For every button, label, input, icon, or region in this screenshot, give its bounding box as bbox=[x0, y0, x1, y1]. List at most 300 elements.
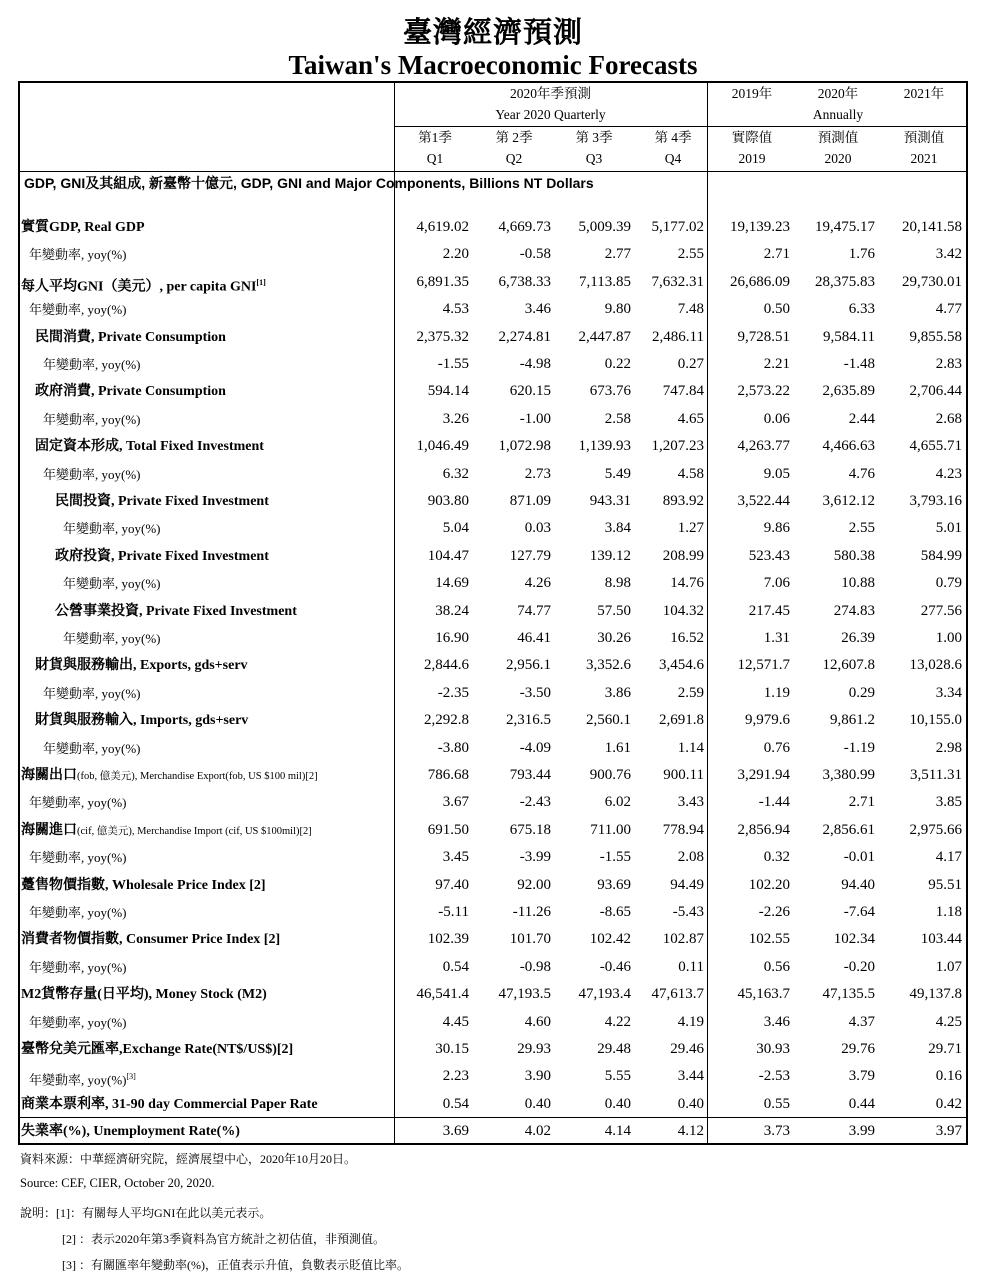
table-cell: 102.39 bbox=[427, 931, 469, 948]
table-cell: 2.71 bbox=[763, 246, 790, 263]
table-row bbox=[18, 926, 968, 953]
table-cell: -0.46 bbox=[599, 958, 631, 975]
row-label-text: 實質GDP, Real GDP bbox=[21, 220, 145, 235]
table-cell: 2,292.8 bbox=[424, 712, 469, 729]
table-cell: 4.76 bbox=[848, 465, 875, 482]
table-cell: -0.58 bbox=[519, 246, 551, 263]
header-2021-zh: 2021年 bbox=[903, 86, 945, 101]
table-cell: 0.54 bbox=[442, 958, 469, 975]
table-cell: 104.47 bbox=[427, 547, 469, 564]
table-cell: 29.76 bbox=[841, 1041, 875, 1057]
table-cell: -1.48 bbox=[843, 356, 875, 372]
table-cell: 4,655.71 bbox=[909, 438, 962, 455]
table-cell: 274.83 bbox=[833, 602, 875, 619]
table-cell: 6.02 bbox=[604, 794, 631, 811]
table-cell: 3.90 bbox=[524, 1068, 551, 1085]
row-label-text: 年變動率, yoy(%) bbox=[43, 411, 141, 427]
table-cell: 9,979.6 bbox=[745, 712, 790, 729]
table-cell: 102.42 bbox=[589, 931, 631, 948]
table-cell: 94.40 bbox=[841, 876, 875, 893]
table-cell: 0.40 bbox=[604, 1095, 631, 1112]
table-cell: 19,139.23 bbox=[730, 219, 790, 235]
table-cell: 26,686.09 bbox=[730, 273, 790, 290]
table-row bbox=[18, 1091, 968, 1118]
table-cell: -1.55 bbox=[437, 356, 469, 372]
row-label bbox=[29, 899, 127, 926]
table-cell: 4,669.73 bbox=[498, 219, 551, 235]
table-cell: 103.44 bbox=[920, 931, 962, 948]
table-cell: 1.07 bbox=[935, 958, 962, 975]
table-row bbox=[18, 981, 968, 1008]
column-header-5-en: 2019 bbox=[738, 151, 766, 166]
footer-note-1: 說明：[1]：有關每人平均GNI在此以美元表示。 bbox=[20, 1206, 272, 1220]
row-label bbox=[43, 735, 141, 762]
table-cell: 2,706.44 bbox=[909, 383, 962, 400]
table-row bbox=[18, 844, 968, 871]
column-header-7-zh: 預測值 bbox=[903, 130, 945, 145]
table-cell: 2.71 bbox=[848, 794, 875, 811]
table-cell: 3,522.44 bbox=[737, 493, 790, 509]
table-cell: 594.14 bbox=[427, 383, 469, 400]
table-cell: 673.76 bbox=[589, 383, 631, 400]
table-cell: 1,072.98 bbox=[498, 438, 551, 455]
table-cell: 2.77 bbox=[604, 246, 631, 263]
table-cell: 1.14 bbox=[677, 739, 704, 756]
table-cell: 3.84 bbox=[604, 520, 631, 537]
table-cell: 4.26 bbox=[524, 575, 551, 592]
column-header-3-zh: 第 3季 bbox=[575, 130, 613, 145]
row-label bbox=[29, 789, 127, 816]
table-row bbox=[18, 406, 968, 433]
table-row bbox=[18, 296, 968, 323]
table-cell: 3,454.6 bbox=[659, 657, 704, 674]
table-cell: 0.79 bbox=[935, 575, 962, 592]
table-row bbox=[18, 1118, 968, 1145]
table-cell: 7.48 bbox=[677, 301, 704, 318]
table-cell: 127.79 bbox=[509, 547, 551, 564]
table-row bbox=[18, 269, 968, 296]
table-cell: 30.26 bbox=[597, 630, 631, 646]
table-cell: -7.64 bbox=[843, 904, 875, 920]
page-title-zh: 臺灣經濟預測 bbox=[402, 17, 583, 49]
table-cell: 943.31 bbox=[589, 493, 631, 509]
table-cell: 4.37 bbox=[848, 1013, 875, 1030]
table-row bbox=[18, 598, 968, 625]
table-cell: 9.86 bbox=[763, 520, 790, 537]
table-cell: 711.00 bbox=[590, 821, 631, 838]
table-cell: 2.73 bbox=[524, 465, 551, 482]
table-cell: 778.94 bbox=[662, 821, 704, 838]
table-cell: 3.67 bbox=[442, 794, 469, 811]
row-label-text: 財貨與服務輸入, Imports, gds+serv bbox=[35, 713, 249, 729]
table-cell: 3,511.31 bbox=[910, 767, 962, 783]
table-cell: 4,466.63 bbox=[822, 438, 875, 455]
table-cell: 0.56 bbox=[763, 958, 790, 975]
table-cell: 4,263.77 bbox=[737, 438, 790, 455]
table-cell: 101.70 bbox=[509, 931, 551, 948]
table-row bbox=[18, 817, 968, 844]
table-cell: 2.55 bbox=[848, 520, 875, 537]
table-cell: 7,113.85 bbox=[579, 273, 631, 290]
table-cell: 786.68 bbox=[427, 767, 469, 783]
table-cell: -0.20 bbox=[843, 958, 875, 975]
row-label-text: 年變動率, yoy(%) bbox=[29, 795, 127, 811]
row-label-text: 年變動率, yoy(%) bbox=[43, 740, 141, 756]
table-cell: 5.55 bbox=[604, 1068, 631, 1085]
table-cell: 2.44 bbox=[848, 410, 875, 427]
table-cell: 2.21 bbox=[763, 356, 790, 372]
table-cell: 3,352.6 bbox=[586, 657, 631, 674]
table-cell: 277.56 bbox=[920, 602, 962, 619]
table-cell: 2,856.61 bbox=[822, 821, 875, 838]
row-label bbox=[55, 488, 269, 515]
row-label-text: 固定資本形成, Total Fixed Investment bbox=[35, 439, 264, 455]
table-cell: 871.09 bbox=[509, 493, 551, 509]
table-cell: 46.41 bbox=[517, 630, 551, 646]
table-cell: 3.42 bbox=[935, 246, 962, 263]
table-cell: 2.83 bbox=[935, 356, 962, 372]
column-header-2-en: Q2 bbox=[505, 151, 523, 166]
table-cell: 0.40 bbox=[677, 1095, 704, 1112]
table-cell: 3,612.12 bbox=[822, 493, 875, 509]
table-cell: 0.11 bbox=[678, 958, 704, 975]
table-cell: 49,137.8 bbox=[909, 986, 962, 1003]
table-cell: 47,193.5 bbox=[498, 986, 551, 1003]
table-cell: -2.26 bbox=[758, 904, 790, 920]
table-cell: 4.02 bbox=[524, 1123, 551, 1140]
table-cell: 2.58 bbox=[604, 410, 631, 427]
table-cell: 8.98 bbox=[604, 575, 631, 592]
table-cell: 4.19 bbox=[677, 1013, 704, 1030]
table-cell: 580.38 bbox=[833, 547, 875, 564]
table-cell: 3,380.99 bbox=[822, 767, 875, 783]
table-row bbox=[18, 899, 968, 926]
table-cell: 3,793.16 bbox=[909, 493, 962, 509]
table-cell: 1.18 bbox=[935, 904, 962, 920]
table-cell: -5.43 bbox=[672, 904, 704, 920]
table-cell: 30.93 bbox=[756, 1041, 790, 1057]
table-cell: 4.53 bbox=[442, 301, 469, 318]
table-cell: 0.40 bbox=[524, 1095, 551, 1112]
row-label-footnote: [3] bbox=[126, 1072, 136, 1082]
table-cell: 2,274.81 bbox=[498, 328, 551, 345]
table-cell: -5.11 bbox=[438, 904, 469, 920]
table-cell: 3.97 bbox=[935, 1123, 962, 1140]
table-row bbox=[18, 324, 968, 351]
table-cell: 10,155.0 bbox=[909, 712, 962, 729]
table-cell: 139.12 bbox=[589, 547, 631, 564]
table-cell: 4.22 bbox=[604, 1013, 631, 1030]
table-cell: 2.08 bbox=[677, 849, 704, 866]
row-label bbox=[55, 598, 297, 625]
row-label-text: 財貨與服務輸出, Exports, gds+serv bbox=[35, 658, 248, 674]
table-cell: 26.39 bbox=[841, 630, 875, 646]
row-label bbox=[35, 324, 226, 351]
table-cell: 3.46 bbox=[524, 301, 551, 318]
table-cell: -1.19 bbox=[843, 739, 875, 756]
table-cell: 3.34 bbox=[935, 684, 962, 701]
table-cell: 1.27 bbox=[677, 520, 704, 537]
table-row bbox=[18, 625, 968, 652]
row-label-text: 消費者物價指數, Consumer Price Index [2] bbox=[21, 932, 281, 948]
row-label-text: 年變動率, yoy(%) bbox=[29, 959, 127, 975]
table-cell: 94.49 bbox=[670, 876, 704, 893]
table-cell: 4.23 bbox=[935, 465, 962, 482]
table-cell: 29.46 bbox=[670, 1041, 704, 1057]
table-cell: 7.06 bbox=[763, 575, 790, 592]
table-cell: 584.99 bbox=[920, 547, 962, 564]
table-cell: 102.87 bbox=[662, 931, 704, 948]
table-cell: 900.76 bbox=[589, 767, 631, 783]
row-label bbox=[43, 461, 141, 488]
row-label bbox=[35, 707, 248, 734]
table-cell: 97.40 bbox=[435, 876, 469, 893]
row-label-text: 年變動率, yoy(%) bbox=[29, 905, 127, 920]
table-cell: 12,571.7 bbox=[737, 657, 790, 674]
table-cell: 3.45 bbox=[442, 849, 469, 866]
table-cell: 3.85 bbox=[935, 794, 962, 811]
row-label-detail: (cif, 億美元), Merchandise Import (cif, US $100mil)[2] bbox=[77, 825, 312, 837]
table-row bbox=[18, 680, 968, 707]
table-cell: 5.01 bbox=[935, 520, 962, 537]
table-row bbox=[18, 351, 968, 378]
row-label bbox=[21, 872, 266, 899]
row-label-detail: (fob, 億美元), Merchandise Export(fob, US $100 mil)[2] bbox=[77, 771, 318, 782]
table-cell: 47,135.5 bbox=[822, 986, 875, 1003]
table-cell: 1.19 bbox=[763, 684, 790, 701]
row-label-footnote: [1] bbox=[256, 277, 266, 287]
table-cell: 9.05 bbox=[763, 465, 790, 482]
table-cell: 9.80 bbox=[604, 301, 631, 318]
row-label-text: 年變動率, yoy(%) bbox=[29, 850, 127, 866]
table-cell: 6,891.35 bbox=[416, 273, 469, 290]
row-label-text: 失業率(%), Unemployment Rate(%) bbox=[21, 1124, 240, 1140]
table-cell: 47,613.7 bbox=[651, 986, 704, 1003]
table-cell: 2,975.66 bbox=[909, 821, 962, 838]
table-cell: 6.33 bbox=[848, 301, 875, 318]
table-cell: 2,844.6 bbox=[424, 657, 469, 674]
header-quarterly-zh: 2020年季預測 bbox=[510, 86, 591, 101]
section-title: GDP, GNI及其組成, 新臺幣十億元, GDP, GNI and Major Components, Billions NT Dollars bbox=[24, 175, 594, 191]
row-label bbox=[21, 817, 312, 844]
header-divider bbox=[394, 126, 968, 127]
row-label-text: 年變動率, yoy(%) bbox=[29, 1072, 127, 1088]
table-cell: 5,177.02 bbox=[651, 219, 704, 235]
row-label-text: 年變動率, yoy(%) bbox=[29, 1014, 127, 1030]
row-label-text: 年變動率, yoy(%) bbox=[29, 302, 127, 318]
table-cell: 74.77 bbox=[517, 602, 551, 619]
row-label bbox=[29, 844, 127, 871]
table-cell: 0.22 bbox=[604, 356, 631, 372]
table-cell: 900.11 bbox=[663, 767, 704, 783]
table-cell: 13,028.6 bbox=[909, 657, 962, 674]
table-cell: 4.17 bbox=[935, 849, 962, 866]
row-label bbox=[35, 378, 226, 405]
table-row bbox=[18, 433, 968, 460]
table-cell: 1.31 bbox=[763, 630, 790, 646]
footer-note-3: [3] ：有關匯率年變動率(%)，正值表示升值，負數表示貶值比率。 bbox=[62, 1258, 409, 1272]
row-label-text: 政府消費, Private Consumption bbox=[35, 384, 226, 400]
table-row bbox=[18, 241, 968, 268]
table-cell: 903.80 bbox=[427, 493, 469, 509]
row-label bbox=[29, 954, 127, 981]
table-cell: 3,291.94 bbox=[737, 767, 790, 783]
row-label bbox=[21, 269, 266, 296]
table-cell: 1,046.49 bbox=[416, 438, 469, 455]
table-cell: 4.14 bbox=[604, 1123, 631, 1140]
table-cell: -4.09 bbox=[519, 739, 551, 756]
table-row bbox=[18, 515, 968, 542]
footer-note-2: [2] ：表示2020年第3季資料為官方統計之初估值，非預測值。 bbox=[62, 1232, 385, 1246]
row-label bbox=[63, 515, 161, 542]
table-cell: 4.25 bbox=[935, 1013, 962, 1030]
table-cell: 47,193.4 bbox=[578, 986, 631, 1003]
table-row bbox=[18, 461, 968, 488]
table-cell: 2,447.87 bbox=[578, 328, 631, 345]
table-cell: 675.18 bbox=[509, 821, 551, 838]
table-cell: 46,541.4 bbox=[416, 986, 469, 1003]
table-cell: 6.32 bbox=[442, 465, 469, 482]
table-cell: 9,728.51 bbox=[737, 328, 790, 345]
table-cell: 9,584.11 bbox=[823, 328, 875, 345]
table-cell: 217.45 bbox=[748, 602, 790, 619]
table-cell: 10.88 bbox=[841, 575, 875, 592]
row-label bbox=[43, 406, 141, 433]
column-header-5-zh: 實際值 bbox=[731, 130, 773, 145]
table-cell: 93.69 bbox=[597, 876, 631, 893]
table-cell: 9,861.2 bbox=[830, 712, 875, 729]
table-cell: 4,619.02 bbox=[416, 219, 469, 235]
table-row bbox=[18, 214, 968, 241]
footer-source-en: Source: CEF, CIER, October 20, 2020. bbox=[20, 1176, 215, 1190]
table-cell: 3.43 bbox=[677, 794, 704, 811]
table-cell: 3.69 bbox=[442, 1123, 469, 1140]
table-cell: 2,375.32 bbox=[416, 328, 469, 345]
table-cell: 1.00 bbox=[935, 630, 962, 646]
table-cell: 102.20 bbox=[748, 876, 790, 893]
table-cell: 1,207.23 bbox=[651, 438, 704, 455]
table-cell: -1.55 bbox=[599, 849, 631, 866]
table-cell: 95.51 bbox=[928, 876, 962, 893]
row-label bbox=[35, 433, 264, 460]
header-bottom-divider bbox=[18, 171, 968, 172]
table-cell: 3.73 bbox=[763, 1123, 790, 1140]
table-row bbox=[18, 707, 968, 734]
row-label-text: 海關進口 bbox=[21, 822, 77, 838]
table-cell: 0.06 bbox=[763, 410, 790, 427]
table-cell: 2.55 bbox=[677, 246, 704, 263]
column-header-6-en: 2020 bbox=[824, 151, 852, 166]
row-label-text: 民間消費, Private Consumption bbox=[35, 329, 226, 345]
table-cell: -8.65 bbox=[599, 904, 631, 920]
table-cell: 45,163.7 bbox=[737, 986, 790, 1003]
row-label-text: 年變動率, yoy(%) bbox=[63, 521, 161, 537]
table-cell: 2,486.11 bbox=[652, 328, 704, 345]
table-cell: 0.44 bbox=[848, 1095, 875, 1112]
table-row bbox=[18, 789, 968, 816]
table-cell: 1.76 bbox=[848, 246, 875, 263]
row-label-text: 年變動率, yoy(%) bbox=[43, 685, 141, 701]
table-cell: 14.69 bbox=[435, 575, 469, 592]
row-label-text: 臺幣兌美元匯率,Exchange Rate(NT$/US$)[2] bbox=[21, 1042, 294, 1057]
table-cell: 2,691.8 bbox=[659, 712, 704, 729]
row-label bbox=[29, 296, 127, 323]
table-cell: 0.16 bbox=[935, 1068, 962, 1085]
table-cell: -1.00 bbox=[519, 410, 551, 427]
table-row bbox=[18, 872, 968, 899]
row-label bbox=[21, 926, 280, 953]
table-row bbox=[18, 543, 968, 570]
table-cell: 3.86 bbox=[604, 684, 631, 701]
row-label-text: 公營事業投資, Private Fixed Investment bbox=[55, 603, 297, 619]
table-cell: 4.12 bbox=[677, 1123, 704, 1140]
column-header-6-zh: 預測值 bbox=[817, 130, 859, 145]
table-cell: 0.50 bbox=[763, 301, 790, 318]
table-row bbox=[18, 570, 968, 597]
table-cell: 691.50 bbox=[427, 821, 469, 838]
table-cell: 3.79 bbox=[848, 1068, 875, 1085]
table-cell: 38.24 bbox=[435, 602, 469, 619]
table-cell: 102.34 bbox=[833, 931, 875, 948]
table-cell: 208.99 bbox=[662, 547, 704, 564]
table-row bbox=[18, 1063, 968, 1090]
table-cell: 2,635.89 bbox=[822, 383, 875, 400]
row-label bbox=[63, 570, 161, 597]
table-cell: 30.15 bbox=[435, 1041, 469, 1057]
row-label bbox=[43, 680, 141, 707]
table-cell: 16.52 bbox=[670, 630, 704, 646]
table-cell: 893.92 bbox=[662, 493, 704, 509]
header-quarterly-en: Year 2020 Quarterly bbox=[495, 107, 606, 122]
table-cell: 793.44 bbox=[509, 767, 551, 783]
table-cell: -11.26 bbox=[512, 904, 551, 920]
row-label bbox=[63, 625, 161, 652]
table-cell: -1.44 bbox=[758, 794, 790, 811]
table-cell: 0.03 bbox=[524, 520, 551, 537]
row-label-text: 政府投資, Private Fixed Investment bbox=[55, 548, 269, 564]
table-cell: 4.58 bbox=[677, 465, 704, 482]
table-cell: -4.98 bbox=[519, 356, 551, 372]
table-cell: 29,730.01 bbox=[902, 273, 962, 290]
table-cell: 16.90 bbox=[435, 630, 469, 646]
table-cell: 5.49 bbox=[604, 465, 631, 482]
row-label-text: 每人平均GNI（美元）, per capita GNI bbox=[21, 279, 257, 295]
column-header-4-en: Q4 bbox=[664, 151, 682, 166]
table-cell: 20,141.58 bbox=[902, 219, 962, 235]
row-label bbox=[21, 981, 267, 1008]
table-cell: 747.84 bbox=[662, 383, 704, 400]
column-header-1-en: Q1 bbox=[426, 151, 444, 166]
table-cell: 5,009.39 bbox=[578, 219, 631, 235]
table-cell: -3.80 bbox=[437, 739, 469, 756]
table-row bbox=[18, 1009, 968, 1036]
row-label bbox=[35, 652, 248, 679]
table-cell: 523.43 bbox=[748, 547, 790, 564]
table-cell: 28,375.83 bbox=[815, 273, 875, 290]
table-cell: 2.20 bbox=[442, 246, 469, 263]
table-cell: -0.98 bbox=[519, 958, 551, 975]
row-label-text: M2貨幣存量(日平均), Money Stock (M2) bbox=[21, 987, 267, 1003]
table-cell: 19,475.17 bbox=[815, 219, 875, 235]
table-cell: 102.55 bbox=[748, 931, 790, 948]
table-row bbox=[18, 652, 968, 679]
table-cell: 4.45 bbox=[442, 1013, 469, 1030]
table-cell: -2.53 bbox=[758, 1068, 790, 1085]
row-label bbox=[21, 762, 318, 789]
table-cell: -0.01 bbox=[843, 849, 875, 866]
row-label-text: 年變動率, yoy(%) bbox=[63, 576, 161, 592]
table-cell: 4.60 bbox=[524, 1013, 551, 1030]
